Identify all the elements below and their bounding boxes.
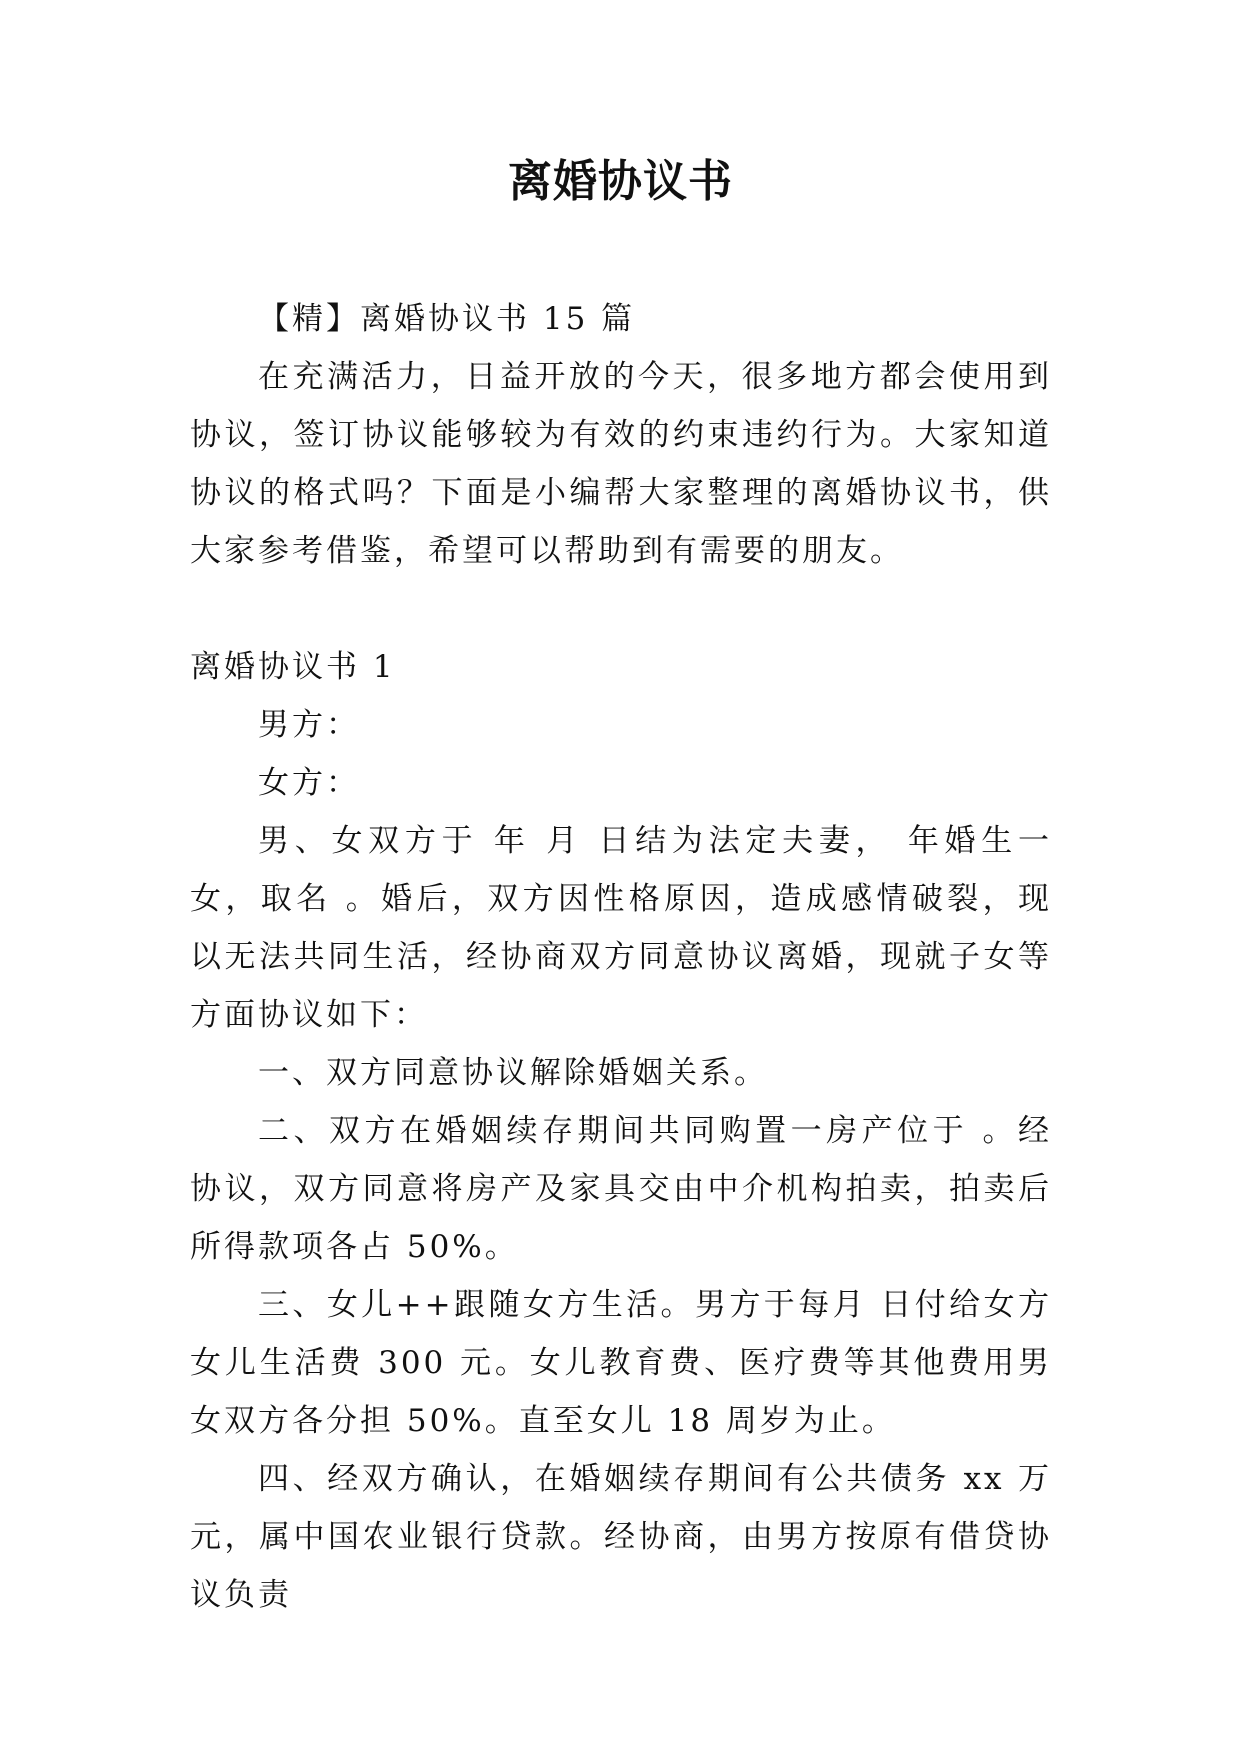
clause-three: 三、女儿++跟随女方生活。男方于每月 日付给女方女儿生活费 300 元。女儿教育费、医疗费等其他费用男女双方各分担 50%。直至女儿 18 周岁为止。 [190, 1287, 1052, 1439]
male-party-line: 男方： [258, 707, 360, 743]
clause-four: 四、经双方确认，在婚姻续存期间有公共债务 xx 万元，属中国农业银行贷款。经协商，由男方按原有借贷协议负责 [190, 1461, 1052, 1613]
subtitle-paragraph: 【精】离婚协议书 15 篇 [258, 301, 636, 337]
female-party-line: 女方： [258, 765, 360, 801]
paragraph-spacer [190, 580, 1052, 638]
marriage-statement-paragraph: 男、女双方于 年 月 日结为法定夫妻， 年婚生一女，取名 。婚后，双方因性格原因，造成感情破裂，现以无法共同生活，经协商双方同意协议离婚，现就子女等方面协议如下： [190, 823, 1052, 1033]
section-heading: 离婚协议书 1 [190, 649, 396, 685]
document-body [190, 290, 1052, 1624]
intro-paragraph: 在充满活力，日益开放的今天，很多地方都会使用到协议，签订协议能够较为有效的约束违约行为。大家知道协议的格式吗？下面是小编帮大家整理的离婚协议书，供大家参考借鉴，希望可以帮助到有需要的朋友。 [190, 359, 1052, 569]
document-title: 离婚协议书 [508, 156, 733, 207]
clause-two: 二、双方在婚姻续存期间共同购置一房产位于 。经协议，双方同意将房产及家具交由中介机构拍卖，拍卖后所得款项各占 50%。 [190, 1113, 1052, 1265]
clause-one: 一、双方同意协议解除婚姻关系。 [258, 1055, 768, 1091]
